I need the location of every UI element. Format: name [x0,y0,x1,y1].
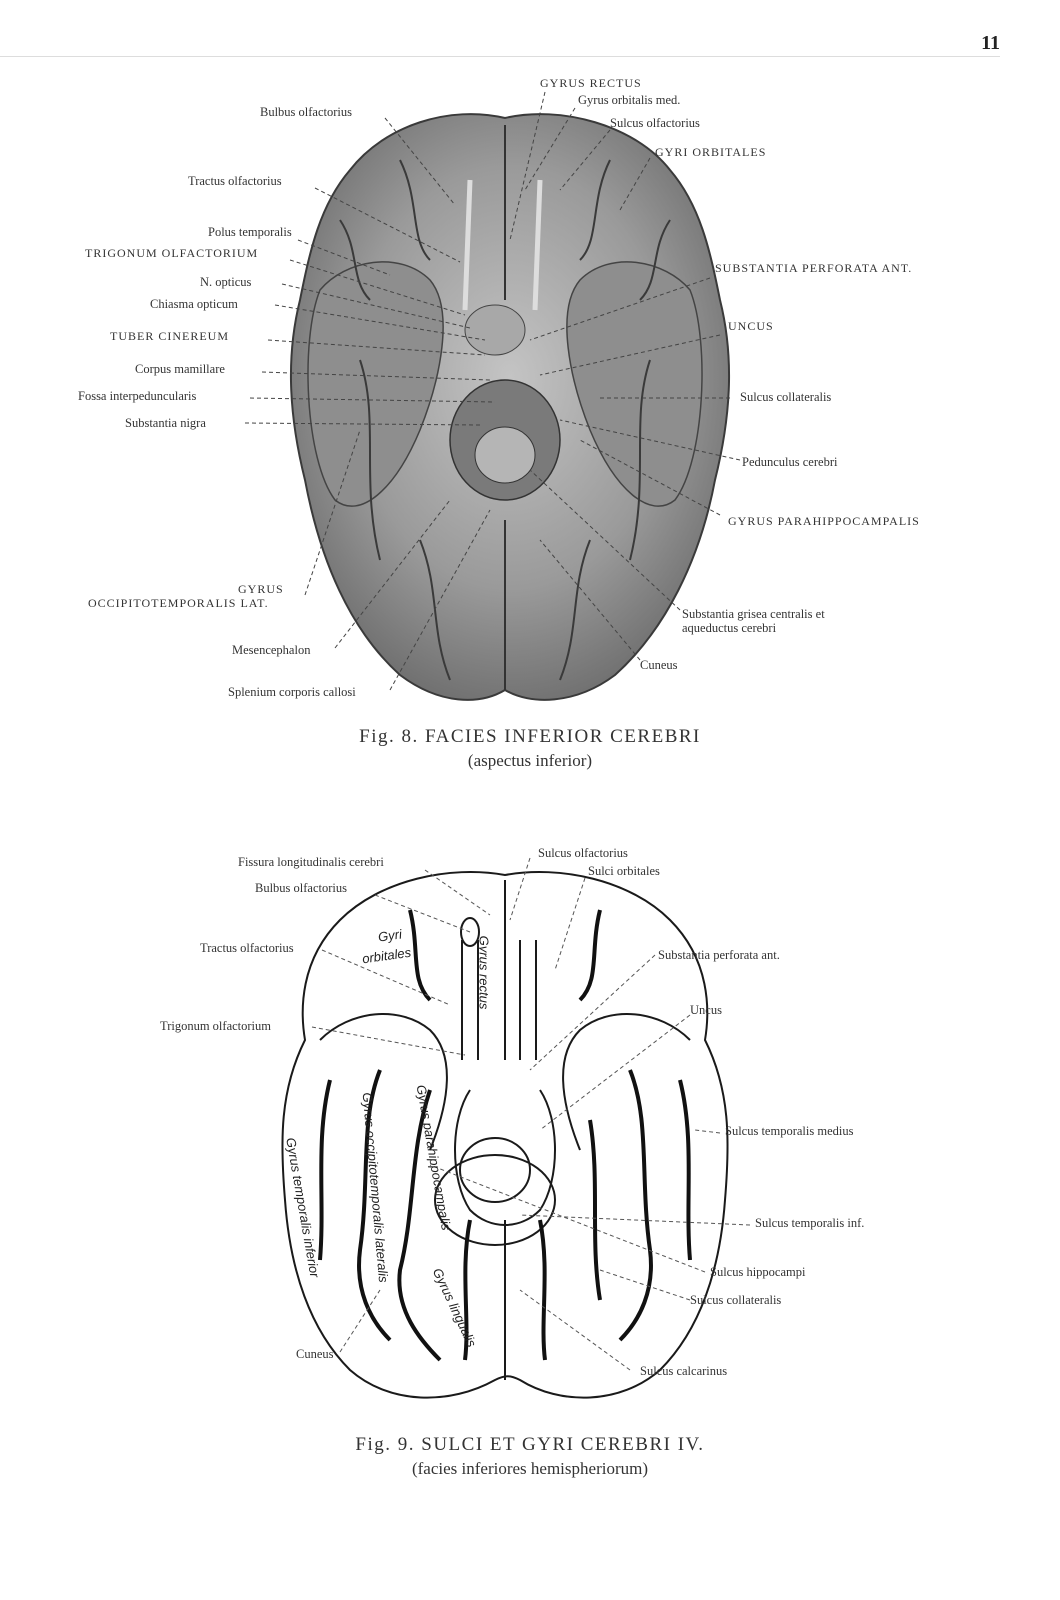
label-substantia-perforata-ant: SUBSTANTIA PERFORATA ANT. [715,261,913,275]
label-tuber-cinereum: TUBER CINEREUM [110,329,229,343]
label-tractus-olfactorius-9: Tractus olfactorius [200,941,294,955]
label-gyrus-lingualis: Gyrus lingualis [429,1265,480,1350]
figure-9-caption-subtitle: (facies inferiores hemispheriorum) [411,1458,649,1478]
label-trigonum-olfactorium-9: Trigonum olfactorium [160,1019,271,1033]
label-sulcus-temporalis-inf: Sulcus temporalis inf. [755,1216,865,1230]
label-sulcus-collateralis-9: Sulcus collateralis [690,1293,782,1307]
label-sulcus-collateralis: Sulcus collateralis [740,390,832,404]
figure-8 [0,0,1060,780]
page-number: 11 [981,32,1000,54]
label-n-opticus: N. opticus [200,275,252,289]
label-occipitotemporalis-lat: OCCIPITOTEMPORALIS LAT. [88,596,269,610]
label-fissura-longitudinalis: Fissura longitudinalis cerebri [238,855,384,869]
figure-8-caption-title: Fig. 8. FACIES INFERIOR CEREBRI [359,726,701,747]
label-aqueductus-cerebri: aqueductus cerebri [682,621,777,635]
label-gyrus-temporalis-inferior: Gyrus temporalis inferior [283,1136,323,1279]
label-gyrus-rectus: GYRUS RECTUS [540,76,642,90]
label-gyrus-orbitalis-med: Gyrus orbitalis med. [578,93,681,107]
label-mesencephalon: Mesencephalon [232,643,311,657]
label-gyrus: GYRUS [238,582,284,596]
label-gyri: Gyri [377,926,403,945]
label-gyri-orbitales: GYRI ORBITALES [655,145,767,159]
label-splenium-corporis-callosi: Splenium corporis callosi [228,685,356,699]
label-sulci-orbitales: Sulci orbitales [588,864,660,878]
sulci-gyri-line-drawing [0,820,1060,1520]
figure-8-caption [0,724,1060,773]
label-sulcus-calcarinus: Sulcus calcarinus [640,1364,728,1378]
label-trigonum-olfactorium: TRIGONUM OLFACTORIUM [85,246,259,260]
label-gyrus-parahippocampalis: GYRUS PARAHIPPOCAMPALIS [728,514,920,528]
label-uncus-9: Uncus [690,1003,722,1017]
label-chiasma-opticum: Chiasma opticum [150,297,238,311]
label-gyrus-occipitotemporalis: Gyrus occipitotemporalis lateralis [359,1091,392,1284]
label-sulcus-hippocampi: Sulcus hippocampi [710,1265,806,1279]
label-substantia-grisea-centralis: Substantia grisea centralis et [682,607,825,621]
label-gyrus-rectus-9: Gyrus rectus [476,935,492,1010]
label-pedunculus-cerebri: Pedunculus cerebri [742,455,838,469]
label-gyrus-parahippocampalis-9: Gyrus parahippocampalis [413,1083,454,1232]
figure-9 [0,820,1060,1520]
figure-9-caption [0,1432,1060,1481]
label-tractus-olfactorius: Tractus olfactorius [188,174,282,188]
label-sulcus-temporalis-medius: Sulcus temporalis medius [725,1124,854,1138]
label-polus-temporalis: Polus temporalis [208,225,292,239]
label-substantia-perforata-ant-9: Substantia perforata ant. [658,948,780,962]
label-bulbus-olfactorius-9: Bulbus olfactorius [255,881,348,895]
label-corpus-mamillare: Corpus mamillare [135,362,225,376]
figure-9-caption-title: Fig. 9. SULCI ET GYRI CEREBRI IV. [355,1434,705,1455]
label-sulcus-olfactorius: Sulcus olfactorius [610,116,700,130]
label-substantia-nigra: Substantia nigra [125,416,206,430]
label-fossa-interpeduncularis: Fossa interpeduncularis [78,389,197,403]
label-cuneus-9: Cuneus [296,1347,334,1361]
label-bulbus-olfactorius: Bulbus olfactorius [260,105,353,119]
label-cuneus: Cuneus [640,658,678,672]
figure-8-caption-subtitle: (aspectus inferior) [467,750,593,770]
label-orbitales: orbitales [361,944,412,967]
label-sulcus-olfactorius-9: Sulcus olfactorius [538,846,628,860]
label-uncus: UNCUS [728,319,774,333]
